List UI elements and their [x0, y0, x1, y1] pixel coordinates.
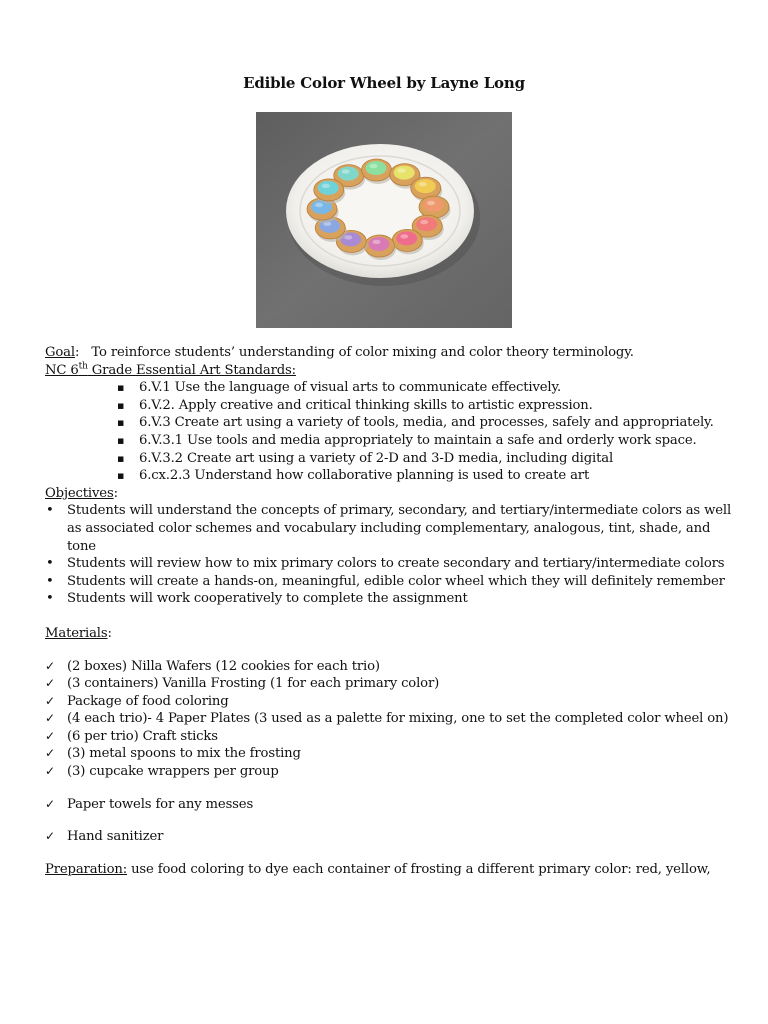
- document-body: [45, 344, 735, 878]
- preparation-text: use food coloring to dye each container of frosting a different primary color: red, yellow,: [127, 861, 711, 877]
- material-item: ✓ (2 boxes) Nilla Wafers (12 cookies for each trio): [45, 658, 735, 676]
- objectives-heading: Objectives:: [45, 485, 118, 501]
- material-item: ✓ (3) metal spoons to mix the frosting: [45, 745, 735, 763]
- document-title: Edible Color Wheel by Layne Long: [243, 74, 525, 92]
- standard-item: ▪ 6.V.2. Apply creative and critical thinking skills to artistic expression.: [45, 397, 735, 415]
- materials-extra-list-2: [45, 828, 735, 846]
- standards-label-sup: th: [78, 361, 88, 372]
- preparation-label: Preparation:: [45, 861, 128, 877]
- objectives-label: Objectives: [45, 485, 114, 501]
- objective-item: • Students will review how to mix primary colors to create secondary and tertiary/intermediate colors: [45, 555, 735, 573]
- standard-item: ▪ 6.V.1 Use the language of visual arts to communicate effectively.: [45, 379, 735, 397]
- objectives-list: [45, 502, 735, 608]
- standards-list: [45, 379, 735, 485]
- standard-item: ▪ 6.V.3 Create art using a variety of tools, media, and processes, safely and appropriately.: [45, 414, 735, 432]
- standard-item: ▪ 6.V.3.1 Use tools and media appropriately to maintain a safe and orderly work space.: [45, 432, 735, 450]
- goal-text: To reinforce students’ understanding of color mixing and color theory terminology.: [91, 345, 634, 360]
- goal-label: Goal: [45, 345, 75, 360]
- goal-line: Goal: To reinforce students’ understanding of color mixing and color theory terminology.: [45, 345, 634, 360]
- objective-item: • Students will understand the concepts of primary, secondary, and tertiary/intermediate colors as well as associated color schemes and vocabulary including complementary, analogous, tint, shade, and tone: [45, 502, 735, 555]
- material-item: ✓ (3) cupcake wrappers per group: [45, 763, 735, 781]
- material-item: ✓ (6 per trio) Craft sticks: [45, 728, 735, 746]
- standards-label-prefix: NC 6: [45, 362, 79, 378]
- materials-label: Materials: [45, 625, 108, 641]
- material-item: ✓ Hand sanitizer: [45, 828, 735, 846]
- objective-item: • Students will work cooperatively to complete the assignment: [45, 590, 735, 608]
- material-item: ✓ (4 each trio)- 4 Paper Plates (3 used as a palette for mixing, one to set the completed color wheel on): [45, 710, 735, 728]
- materials-list: [45, 658, 735, 781]
- material-item: ✓ Package of food coloring: [45, 693, 735, 711]
- color-wheel-cookies-photo: [256, 112, 512, 328]
- standards-heading: [45, 362, 735, 380]
- standard-item: ▪ 6.V.3.2 Create art using a variety of 2-D and 3-D media, including digital: [45, 450, 735, 468]
- preparation-line: [45, 861, 735, 879]
- material-item: ✓ Paper towels for any messes: [45, 796, 735, 814]
- material-item: ✓ (3 containers) Vanilla Frosting (1 for each primary color): [45, 675, 735, 693]
- objective-item: • Students will create a hands-on, meaningful, edible color wheel which they will definitely remember: [45, 573, 735, 591]
- materials-heading: Materials:: [45, 625, 112, 641]
- standards-label-rest: Grade Essential Art Standards:: [87, 362, 296, 378]
- standard-item: ▪ 6.cx.2.3 Understand how collaborative planning is used to create art: [45, 467, 735, 485]
- materials-extra-list: [45, 796, 735, 814]
